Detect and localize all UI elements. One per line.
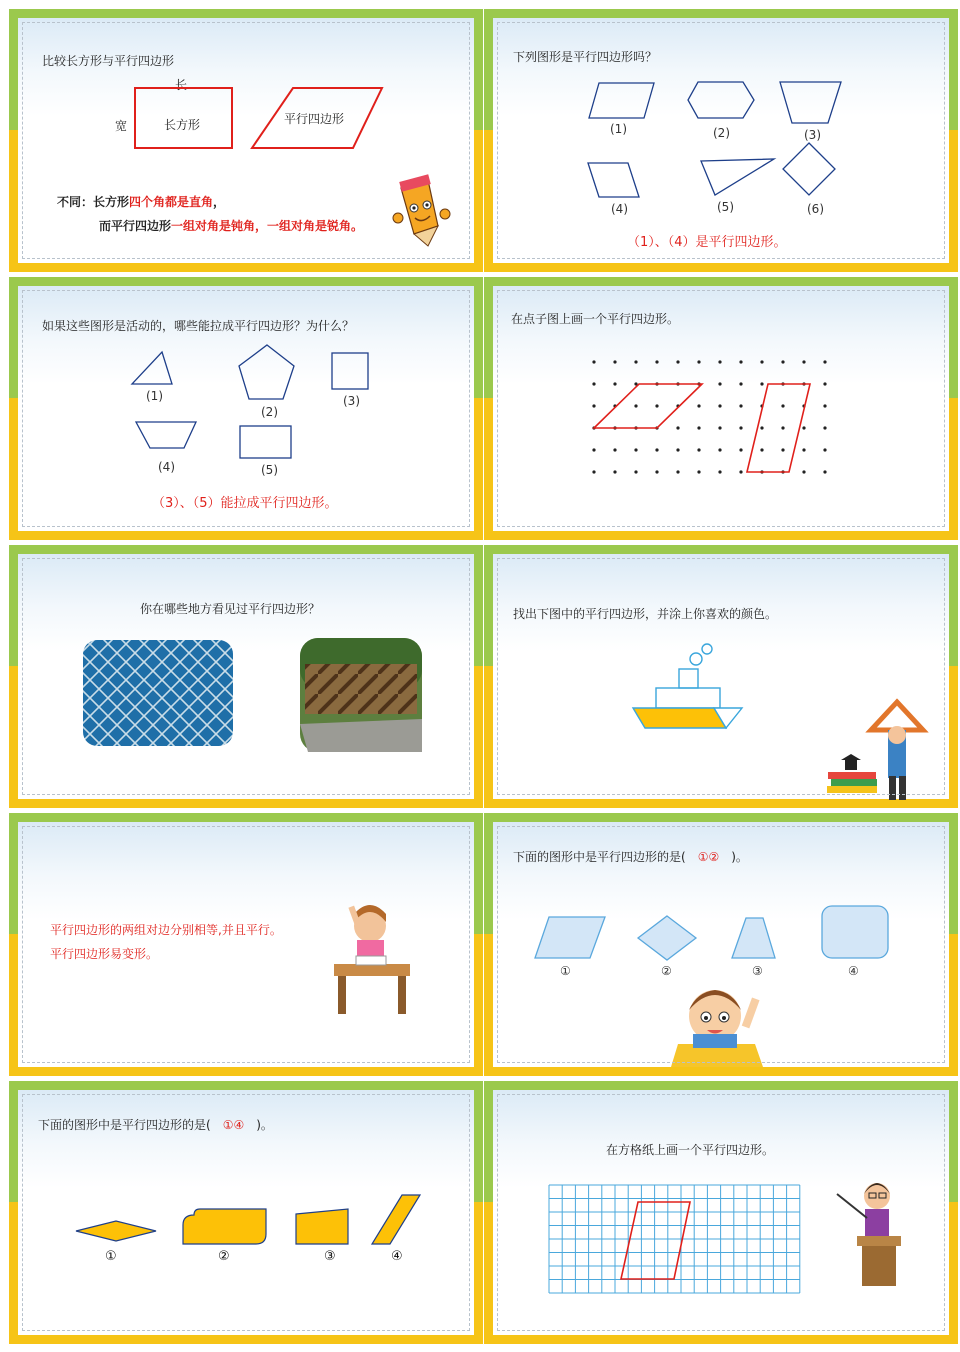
grid-dot xyxy=(802,360,805,363)
slide-content xyxy=(18,286,474,531)
grid-dot xyxy=(739,404,742,407)
grid-dot xyxy=(634,404,637,407)
shape-1-triangle xyxy=(132,352,172,384)
grid-dot xyxy=(802,470,805,473)
answer-text: ①② xyxy=(697,850,720,864)
slide-content xyxy=(18,18,474,263)
grid-dot xyxy=(760,382,763,385)
shape-2-hexagon xyxy=(688,82,754,118)
slide-content xyxy=(18,822,474,1067)
slide-content xyxy=(493,554,949,799)
shape-5-quadrilateral xyxy=(701,159,774,195)
shape-2-rounded-quad xyxy=(183,1209,266,1244)
drawn-parallelogram-1 xyxy=(594,384,702,428)
grid-dot xyxy=(718,404,721,407)
grid-dot xyxy=(634,470,637,473)
grid-dot xyxy=(655,360,658,363)
grid-dot xyxy=(613,360,616,363)
slide-5 xyxy=(9,545,483,808)
shape-4-parallelogram xyxy=(588,163,639,197)
shape-label: ① xyxy=(560,964,571,978)
slide-title: 在方格纸上画一个平行四边形。 xyxy=(606,1143,775,1157)
shape-4-trapezoid xyxy=(136,422,196,448)
shape-3-square xyxy=(332,353,368,389)
grid-dot xyxy=(739,382,742,385)
grid-dot xyxy=(823,470,826,473)
grid-dot xyxy=(718,426,721,429)
shape-3-trapezoid xyxy=(296,1209,348,1244)
grid-dot xyxy=(676,470,679,473)
grid-dot xyxy=(676,448,679,451)
slide-8 xyxy=(484,813,958,1076)
diff-para-angles: 一组对角是钝角，一组对角是锐角。 xyxy=(171,219,364,233)
grid-dot xyxy=(718,470,721,473)
shape-label: (2) xyxy=(261,405,278,419)
photos xyxy=(18,554,474,799)
grid-dot xyxy=(781,426,784,429)
diff-rect: 长方形 xyxy=(93,195,130,209)
grid-dot xyxy=(802,448,805,451)
slide-9 xyxy=(9,1081,483,1344)
shape-label: (4) xyxy=(611,202,628,216)
slide-content xyxy=(493,1090,949,1335)
grid-dot xyxy=(655,404,658,407)
grid-dot xyxy=(592,382,595,385)
grid-dot xyxy=(592,360,595,363)
shape-label: ④ xyxy=(848,964,859,978)
grid-dot xyxy=(739,470,742,473)
drawn-parallelogram-2 xyxy=(747,384,810,472)
grid-dot xyxy=(718,448,721,451)
shape-5-rectangle xyxy=(240,426,291,458)
grid-dot xyxy=(592,470,595,473)
grid-dot xyxy=(676,360,679,363)
grid-dot xyxy=(676,426,679,429)
grid-dot xyxy=(634,360,637,363)
slide-1 xyxy=(9,9,483,272)
grid-dot xyxy=(697,448,700,451)
grid-dot xyxy=(802,426,805,429)
grid-dot xyxy=(760,426,763,429)
property-line-1: 平行四边形的两组对边分别相等,并且平行。 xyxy=(50,923,282,937)
slide-title: 如果这些图形是活动的，哪些能拉成平行四边形？为什么？ xyxy=(42,319,355,333)
grid-dot xyxy=(781,448,784,451)
property-line-2: 平行四边形易变形。 xyxy=(50,947,159,961)
width-label: 宽 xyxy=(115,119,128,133)
grid-dot xyxy=(760,448,763,451)
shape-3-trapezoid xyxy=(780,82,841,123)
slide-title: 找出下图中的平行四边形，并涂上你喜欢的颜色。 xyxy=(513,607,778,621)
shapes-figure xyxy=(18,1090,474,1335)
question-close: )。 xyxy=(731,850,748,864)
question-text: 下面的图形中是平行四边形的是( xyxy=(513,850,686,864)
question-text: 下面的图形中是平行四边形的是( xyxy=(38,1118,211,1132)
boy-raising-hand-illustration xyxy=(493,822,949,1067)
dot-grid xyxy=(592,360,826,473)
grid-dot xyxy=(697,404,700,407)
grid-dot xyxy=(655,448,658,451)
grid-dot xyxy=(739,448,742,451)
grid-dot xyxy=(718,382,721,385)
shape-1-parallelogram xyxy=(589,83,654,118)
slide-2 xyxy=(484,9,958,272)
slide-7 xyxy=(9,813,483,1076)
shape-label: (1) xyxy=(146,389,163,403)
grid-dot xyxy=(613,470,616,473)
slide-content xyxy=(18,554,474,799)
diff-comma: ， xyxy=(213,195,226,209)
shape-label: ③ xyxy=(324,1249,336,1264)
grid-dot xyxy=(823,382,826,385)
grid-dot xyxy=(781,360,784,363)
rectangle-label: 长方形 xyxy=(164,118,201,132)
shape-label: (2) xyxy=(713,126,730,140)
shape-label: ② xyxy=(218,1249,230,1264)
shapes-figure xyxy=(493,18,949,263)
diff-rect-angles: 四个角都是直角 xyxy=(129,195,214,209)
shape-label: (5) xyxy=(717,200,734,214)
shape-label: (4) xyxy=(158,460,175,474)
girl-at-desk-illustration xyxy=(18,822,474,1067)
slide-title: 下列图形是平行四边形吗？ xyxy=(513,50,658,64)
shape-4-parallelogram xyxy=(372,1195,420,1244)
shape-label: (6) xyxy=(807,202,824,216)
length-label: 长 xyxy=(175,78,188,92)
grid-dot xyxy=(634,448,637,451)
diff-para: 而平行四边形 xyxy=(99,219,172,233)
grid-dot xyxy=(592,404,595,407)
answer-text: （1）、（4）是平行四边形。 xyxy=(627,235,787,250)
slide-title: 在点子图上画一个平行四边形。 xyxy=(511,312,680,326)
grid-dot xyxy=(781,404,784,407)
shape-label: (5) xyxy=(261,463,278,477)
grid-dot xyxy=(613,448,616,451)
grid-dot xyxy=(697,426,700,429)
grid-dot xyxy=(697,360,700,363)
grid-dot xyxy=(739,426,742,429)
answer-text: （3）、（5）能拉成平行四边形。 xyxy=(152,496,338,511)
shape-6-square xyxy=(783,143,835,195)
shape-1-rhombus xyxy=(76,1221,156,1241)
shape-label: (3) xyxy=(343,394,360,408)
grid-dot xyxy=(739,360,742,363)
grid-dot xyxy=(823,448,826,451)
slide-content xyxy=(493,18,949,263)
grid-dot xyxy=(697,470,700,473)
shape-label: (3) xyxy=(804,128,821,142)
pencil-mascot-illustration xyxy=(18,18,474,263)
shape-label: ② xyxy=(661,964,672,978)
grid-dot xyxy=(592,448,595,451)
slide-3 xyxy=(9,277,483,540)
student-with-ruler-illustration xyxy=(493,554,949,799)
slide-4 xyxy=(484,277,958,540)
grid-dot xyxy=(823,360,826,363)
answer-text: ①④ xyxy=(222,1118,245,1132)
question-close: )。 xyxy=(256,1118,273,1132)
grid-dot xyxy=(613,382,616,385)
slide-title: 比较长方形与平行四边形 xyxy=(42,54,175,68)
dot-grid-figure xyxy=(493,286,949,531)
slide-content xyxy=(493,286,949,531)
slide-title: 你在哪些地方看见过平行四边形？ xyxy=(140,602,321,616)
grid-dot xyxy=(760,360,763,363)
shape-label: ④ xyxy=(391,1249,403,1264)
slide-content xyxy=(493,822,949,1067)
shape-2-pentagon xyxy=(239,345,294,399)
diff-prefix: 不同： xyxy=(57,195,94,209)
slide-6 xyxy=(484,545,958,808)
parallelogram-label: 平行四边形 xyxy=(284,112,345,126)
shape-label: ① xyxy=(105,1249,117,1264)
shape-label: ③ xyxy=(752,964,763,978)
slide-10 xyxy=(484,1081,958,1344)
grid-dot xyxy=(718,360,721,363)
teacher-illustration xyxy=(493,1090,949,1335)
wire-mesh-photo xyxy=(83,640,233,746)
grid-dot xyxy=(655,470,658,473)
shape-label: (1) xyxy=(610,122,627,136)
grid-dot xyxy=(823,404,826,407)
grid-dot xyxy=(823,426,826,429)
slide-content xyxy=(18,1090,474,1335)
